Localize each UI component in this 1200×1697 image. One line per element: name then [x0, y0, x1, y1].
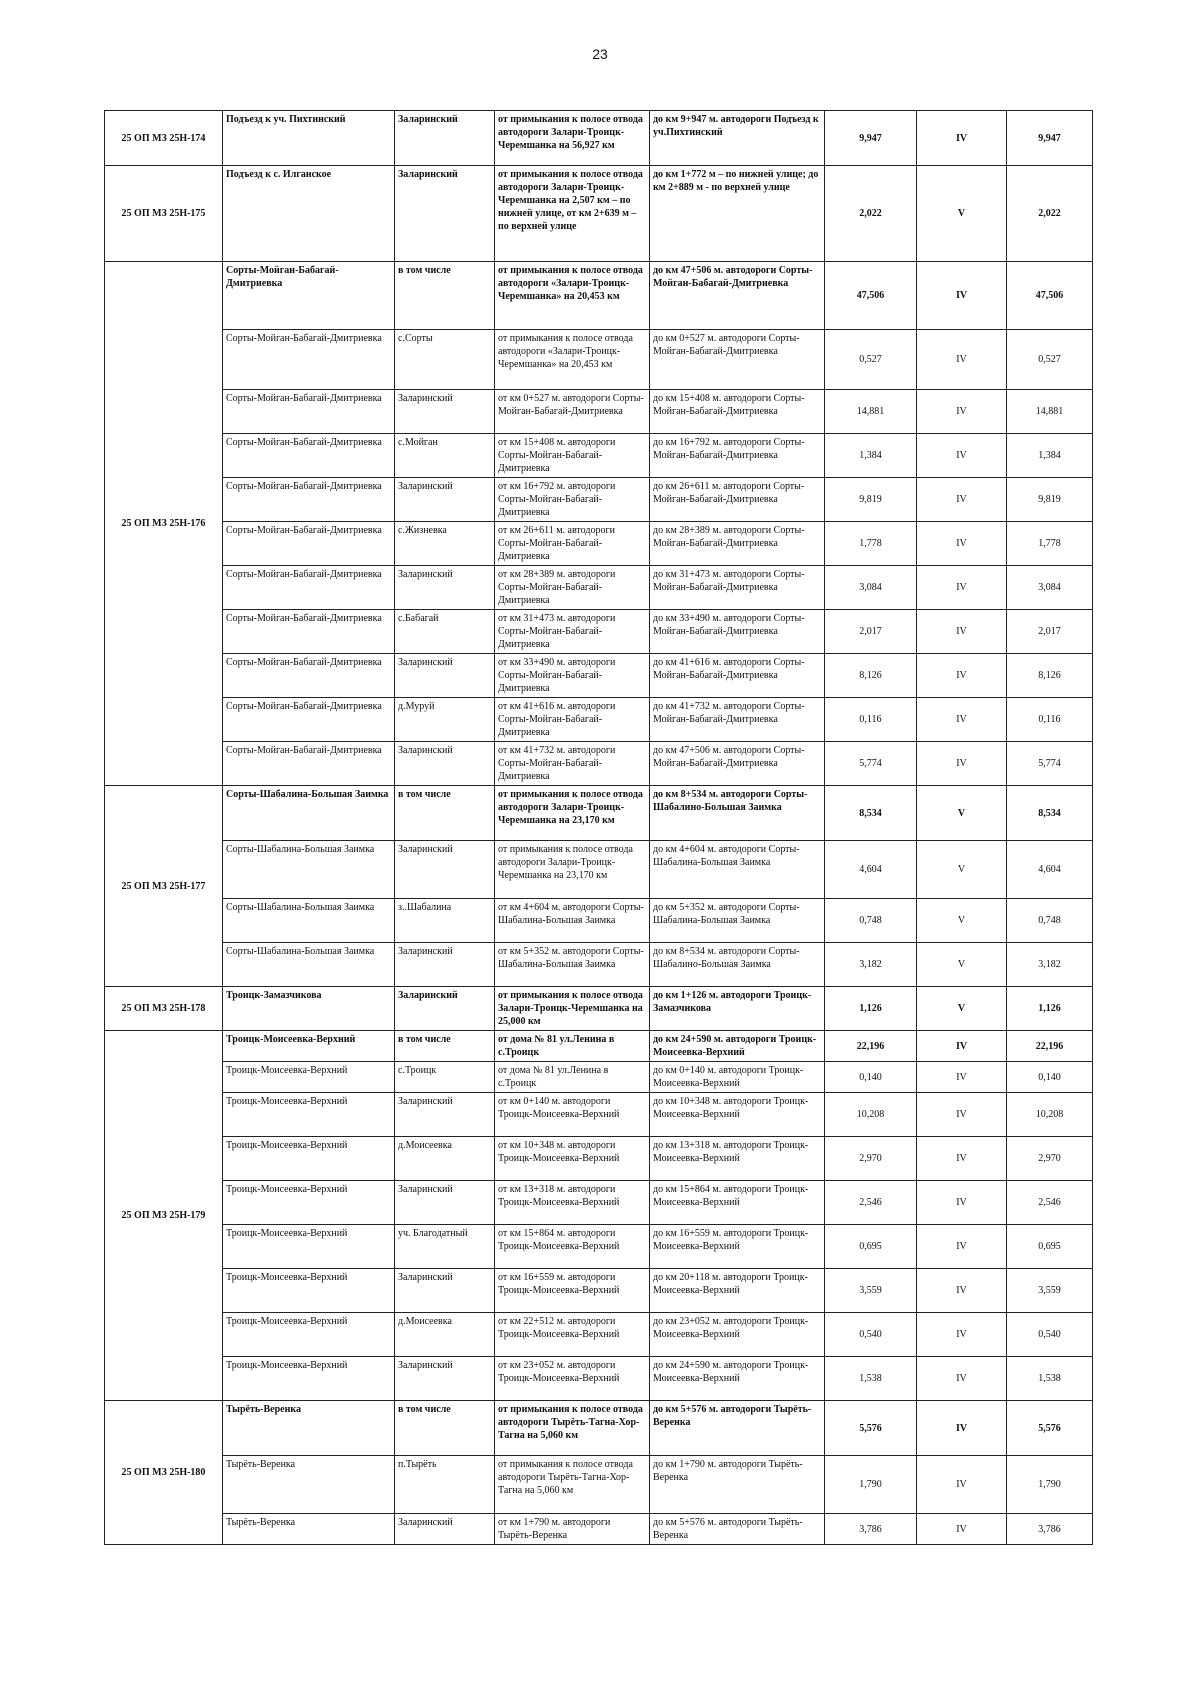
- to-cell: до км 26+611 м. автодороги Сорты-Мойган-Бабагай-Дмитриевка: [650, 478, 825, 522]
- to-cell: до км 5+352 м. автодороги Сорты-Шабалина-Большая Заимка: [650, 899, 825, 943]
- district-cell: Заларинский: [395, 943, 495, 987]
- to-cell: до км 33+490 м. автодороги Сорты-Мойган-Бабагай-Дмитриевка: [650, 610, 825, 654]
- category-cell: IV: [917, 654, 1007, 698]
- road-code-cell: 25 ОП МЗ 25Н-175: [105, 166, 223, 262]
- from-cell: от км 31+473 м. автодороги Сорты-Мойган-Бабагай-Дмитриевка: [495, 610, 650, 654]
- district-cell: в том числе: [395, 786, 495, 841]
- category-cell: IV: [917, 262, 1007, 330]
- road-name-cell: Тырёть-Веренка: [223, 1456, 395, 1514]
- length-cell: 1,790: [825, 1456, 917, 1514]
- table-row: [105, 987, 1093, 1031]
- length-cell: 0,695: [825, 1225, 917, 1269]
- category-cell: IV: [917, 1269, 1007, 1313]
- district-cell: д.Моисеевка: [395, 1137, 495, 1181]
- category-cell: IV: [917, 1031, 1007, 1062]
- from-cell: от км 13+318 м. автодороги Троицк-Моисеевка-Верхний: [495, 1181, 650, 1225]
- length-cell: 2,546: [825, 1181, 917, 1225]
- district-cell: в том числе: [395, 1401, 495, 1456]
- from-cell: от км 16+559 м. автодороги Троицк-Моисеевка-Верхний: [495, 1269, 650, 1313]
- category-cell: IV: [917, 1401, 1007, 1456]
- road-code-cell: 25 ОП МЗ 25Н-180: [105, 1401, 223, 1545]
- to-cell: до км 13+318 м. автодороги Троицк-Моисеевка-Верхний: [650, 1137, 825, 1181]
- road-name-cell: Троицк-Моисеевка-Верхний: [223, 1031, 395, 1062]
- total-cell: 47,506: [1007, 262, 1093, 330]
- district-cell: Заларинский: [395, 654, 495, 698]
- road-name-cell: Сорты-Мойган-Бабагай-Дмитриевка: [223, 522, 395, 566]
- table-row: [105, 566, 1093, 610]
- table-row: [105, 1269, 1093, 1313]
- district-cell: Заларинский: [395, 390, 495, 434]
- table-row: [105, 166, 1093, 262]
- table-row: [105, 1357, 1093, 1401]
- from-cell: от км 22+512 м. автодороги Троицк-Моисеевка-Верхний: [495, 1313, 650, 1357]
- table-row: [105, 1225, 1093, 1269]
- total-cell: 0,695: [1007, 1225, 1093, 1269]
- from-cell: от примыкания к полосе отвода автодороги Залари-Троицк-Черемшанка на 56,927 км: [495, 111, 650, 166]
- to-cell: до км 20+118 м. автодороги Троицк-Моисеевка-Верхний: [650, 1269, 825, 1313]
- road-name-cell: Троицк-Моисеевка-Верхний: [223, 1357, 395, 1401]
- total-cell: 8,126: [1007, 654, 1093, 698]
- roads-table-body: [105, 111, 1093, 1545]
- road-name-cell: Троицк-Моисеевка-Верхний: [223, 1062, 395, 1093]
- road-name-cell: Тырёть-Веренка: [223, 1401, 395, 1456]
- road-name-cell: Сорты-Мойган-Бабагай-Дмитриевка: [223, 434, 395, 478]
- road-code-cell: 25 ОП МЗ 25Н-178: [105, 987, 223, 1031]
- to-cell: до км 8+534 м. автодороги Сорты-Шабалино-Большая Заимка: [650, 943, 825, 987]
- road-name-cell: Троицк-Моисеевка-Верхний: [223, 1137, 395, 1181]
- total-cell: 8,534: [1007, 786, 1093, 841]
- road-name-cell: Троицк-Моисеевка-Верхний: [223, 1313, 395, 1357]
- total-cell: 14,881: [1007, 390, 1093, 434]
- from-cell: от км 15+864 м. автодороги Троицк-Моисеевка-Верхний: [495, 1225, 650, 1269]
- table-row: [105, 390, 1093, 434]
- total-cell: 3,182: [1007, 943, 1093, 987]
- to-cell: до км 5+576 м. автодороги Тырёть-Веренка: [650, 1514, 825, 1545]
- road-code-cell: 25 ОП МЗ 25Н-177: [105, 786, 223, 987]
- length-cell: 10,208: [825, 1093, 917, 1137]
- length-cell: 2,022: [825, 166, 917, 262]
- total-cell: 2,017: [1007, 610, 1093, 654]
- total-cell: 0,540: [1007, 1313, 1093, 1357]
- to-cell: до км 0+527 м. автодороги Сорты-Мойган-Бабагай-Дмитриевка: [650, 330, 825, 390]
- road-name-cell: Подъезд к уч. Пихтинский: [223, 111, 395, 166]
- road-code-cell: 25 ОП МЗ 25Н-174: [105, 111, 223, 166]
- length-cell: 9,819: [825, 478, 917, 522]
- total-cell: 3,084: [1007, 566, 1093, 610]
- table-row: [105, 330, 1093, 390]
- to-cell: до км 23+052 м. автодороги Троицк-Моисеевка-Верхний: [650, 1313, 825, 1357]
- district-cell: с.Троицк: [395, 1062, 495, 1093]
- to-cell: до км 4+604 м. автодороги Сорты-Шабалина-Большая Заимка: [650, 841, 825, 899]
- total-cell: 3,559: [1007, 1269, 1093, 1313]
- total-cell: 5,774: [1007, 742, 1093, 786]
- total-cell: 2,022: [1007, 166, 1093, 262]
- to-cell: до км 28+389 м. автодороги Сорты-Мойган-Бабагай-Дмитриевка: [650, 522, 825, 566]
- to-cell: до км 8+534 м. автодороги Сорты-Шабалино-Большая Заимка: [650, 786, 825, 841]
- from-cell: от км 15+408 м. автодороги Сорты-Мойган-Бабагай-Дмитриевка: [495, 434, 650, 478]
- total-cell: 1,126: [1007, 987, 1093, 1031]
- category-cell: IV: [917, 1093, 1007, 1137]
- category-cell: IV: [917, 1062, 1007, 1093]
- category-cell: IV: [917, 1357, 1007, 1401]
- length-cell: 22,196: [825, 1031, 917, 1062]
- district-cell: Заларинский: [395, 1181, 495, 1225]
- to-cell: до км 41+616 м. автодороги Сорты-Мойган-Бабагай-Дмитриевка: [650, 654, 825, 698]
- category-cell: IV: [917, 1514, 1007, 1545]
- category-cell: IV: [917, 1225, 1007, 1269]
- total-cell: 0,527: [1007, 330, 1093, 390]
- total-cell: 0,116: [1007, 698, 1093, 742]
- total-cell: 1,790: [1007, 1456, 1093, 1514]
- total-cell: 4,604: [1007, 841, 1093, 899]
- from-cell: от дома № 81 ул.Ленина в с.Троицк: [495, 1062, 650, 1093]
- length-cell: 2,970: [825, 1137, 917, 1181]
- district-cell: в том числе: [395, 1031, 495, 1062]
- district-cell: с.Сорты: [395, 330, 495, 390]
- from-cell: от дома № 81 ул.Ленина в с.Троицк: [495, 1031, 650, 1062]
- to-cell: до км 16+792 м. автодороги Сорты-Мойган-Бабагай-Дмитриевка: [650, 434, 825, 478]
- category-cell: IV: [917, 330, 1007, 390]
- to-cell: до км 1+790 м. автодороги Тырёть-Веренка: [650, 1456, 825, 1514]
- table-row: [105, 1401, 1093, 1456]
- from-cell: от примыкания к полосе отвода автодороги Залари-Троицк-Черемшанка на 23,170 км: [495, 786, 650, 841]
- total-cell: 1,538: [1007, 1357, 1093, 1401]
- length-cell: 0,116: [825, 698, 917, 742]
- length-cell: 47,506: [825, 262, 917, 330]
- category-cell: IV: [917, 566, 1007, 610]
- category-cell: V: [917, 899, 1007, 943]
- from-cell: от примыкания к полосе отвода автодороги Залари-Троицк-Черемшанка на 2,507 км – по нижней улице, от км 2+639 м – по верхней улице: [495, 166, 650, 262]
- table-row: [105, 899, 1093, 943]
- to-cell: до км 41+732 м. автодороги Сорты-Мойган-Бабагай-Дмитриевка: [650, 698, 825, 742]
- district-cell: с.Жизневка: [395, 522, 495, 566]
- category-cell: IV: [917, 610, 1007, 654]
- category-cell: IV: [917, 742, 1007, 786]
- road-name-cell: Подъезд к с. Илганское: [223, 166, 395, 262]
- category-cell: IV: [917, 1456, 1007, 1514]
- category-cell: IV: [917, 1313, 1007, 1357]
- length-cell: 0,540: [825, 1313, 917, 1357]
- total-cell: 3,786: [1007, 1514, 1093, 1545]
- district-cell: Заларинский: [395, 1269, 495, 1313]
- from-cell: от примыкания к полосе отвода автодороги Тырёть-Тагна-Хор-Тагна на 5,060 км: [495, 1401, 650, 1456]
- length-cell: 1,126: [825, 987, 917, 1031]
- district-cell: с.Бабагай: [395, 610, 495, 654]
- to-cell: до км 24+590 м. автодороги Троицк-Моисеевка-Верхний: [650, 1031, 825, 1062]
- to-cell: до км 1+126 м. автодороги Троицк-Замазчикова: [650, 987, 825, 1031]
- district-cell: с.Мойган: [395, 434, 495, 478]
- from-cell: от примыкания к полосе отвода автодороги «Залари-Троицк-Черемшанка» на 20,453 км: [495, 330, 650, 390]
- table-row: [105, 654, 1093, 698]
- to-cell: до км 47+506 м. автодороги Сорты-Мойган-Бабагай-Дмитриевка: [650, 742, 825, 786]
- table-row: [105, 610, 1093, 654]
- road-name-cell: Сорты-Мойган-Бабагай-Дмитриевка: [223, 262, 395, 330]
- to-cell: до км 5+576 м. автодороги Тырёть-Веренка: [650, 1401, 825, 1456]
- to-cell: до км 10+348 м. автодороги Троицк-Моисеевка-Верхний: [650, 1093, 825, 1137]
- district-cell: Заларинский: [395, 987, 495, 1031]
- length-cell: 0,527: [825, 330, 917, 390]
- road-code-cell: 25 ОП МЗ 25Н-176: [105, 262, 223, 786]
- category-cell: IV: [917, 111, 1007, 166]
- page-number: 23: [592, 46, 608, 62]
- from-cell: от км 41+616 м. автодороги Сорты-Мойган-Бабагай-Дмитриевка: [495, 698, 650, 742]
- road-name-cell: Тырёть-Веренка: [223, 1514, 395, 1545]
- table-row: [105, 522, 1093, 566]
- table-row: [105, 111, 1093, 166]
- total-cell: 1,384: [1007, 434, 1093, 478]
- category-cell: IV: [917, 1181, 1007, 1225]
- from-cell: от км 33+490 м. автодороги Сорты-Мойган-Бабагай-Дмитриевка: [495, 654, 650, 698]
- length-cell: 5,576: [825, 1401, 917, 1456]
- category-cell: V: [917, 841, 1007, 899]
- from-cell: от км 4+604 м. автодороги Сорты-Шабалина-Большая Заимка: [495, 899, 650, 943]
- length-cell: 3,084: [825, 566, 917, 610]
- total-cell: 10,208: [1007, 1093, 1093, 1137]
- district-cell: в том числе: [395, 262, 495, 330]
- total-cell: 1,778: [1007, 522, 1093, 566]
- total-cell: 0,140: [1007, 1062, 1093, 1093]
- to-cell: до км 31+473 м. автодороги Сорты-Мойган-Бабагай-Дмитриевка: [650, 566, 825, 610]
- district-cell: д.Моисеевка: [395, 1313, 495, 1357]
- length-cell: 1,384: [825, 434, 917, 478]
- from-cell: от примыкания к полосе отвода автодороги Тырёть-Тагна-Хор-Тагна на 5,060 км: [495, 1456, 650, 1514]
- table-row: [105, 742, 1093, 786]
- district-cell: Заларинский: [395, 841, 495, 899]
- from-cell: от км 28+389 м. автодороги Сорты-Мойган-Бабагай-Дмитриевка: [495, 566, 650, 610]
- from-cell: от км 5+352 м. автодороги Сорты-Шабалина-Большая Заимка: [495, 943, 650, 987]
- road-name-cell: Сорты-Мойган-Бабагай-Дмитриевка: [223, 330, 395, 390]
- from-cell: от примыкания к полосе отвода Залари-Троицк-Черемшанка на 25,000 км: [495, 987, 650, 1031]
- district-cell: Заларинский: [395, 742, 495, 786]
- table-row: [105, 434, 1093, 478]
- from-cell: от км 16+792 м. автодороги Сорты-Мойган-Бабагай-Дмитриевка: [495, 478, 650, 522]
- total-cell: 2,970: [1007, 1137, 1093, 1181]
- road-name-cell: Троицк-Моисеевка-Верхний: [223, 1225, 395, 1269]
- category-cell: IV: [917, 390, 1007, 434]
- category-cell: IV: [917, 522, 1007, 566]
- road-code-cell: 25 ОП МЗ 25Н-179: [105, 1031, 223, 1401]
- district-cell: Заларинский: [395, 1093, 495, 1137]
- table-row: [105, 1062, 1093, 1093]
- road-name-cell: Сорты-Мойган-Бабагай-Дмитриевка: [223, 566, 395, 610]
- total-cell: 0,748: [1007, 899, 1093, 943]
- total-cell: 2,546: [1007, 1181, 1093, 1225]
- from-cell: от км 1+790 м. автодороги Тырёть-Веренка: [495, 1514, 650, 1545]
- to-cell: до км 16+559 м. автодороги Троицк-Моисеевка-Верхний: [650, 1225, 825, 1269]
- length-cell: 9,947: [825, 111, 917, 166]
- category-cell: IV: [917, 434, 1007, 478]
- length-cell: 2,017: [825, 610, 917, 654]
- category-cell: IV: [917, 478, 1007, 522]
- length-cell: 3,786: [825, 1514, 917, 1545]
- road-name-cell: Сорты-Мойган-Бабагай-Дмитриевка: [223, 610, 395, 654]
- length-cell: 4,604: [825, 841, 917, 899]
- table-row: [105, 1093, 1093, 1137]
- category-cell: IV: [917, 698, 1007, 742]
- table-row: [105, 943, 1093, 987]
- from-cell: от км 23+052 м. автодороги Троицк-Моисеевка-Верхний: [495, 1357, 650, 1401]
- district-cell: Заларинский: [395, 1357, 495, 1401]
- total-cell: 22,196: [1007, 1031, 1093, 1062]
- district-cell: Заларинский: [395, 478, 495, 522]
- from-cell: от км 0+140 м. автодороги Троицк-Моисеевка-Верхний: [495, 1093, 650, 1137]
- road-name-cell: Сорты-Шабалина-Большая Заимка: [223, 841, 395, 899]
- district-cell: Заларинский: [395, 566, 495, 610]
- table-row: [105, 1031, 1093, 1062]
- table-row: [105, 1181, 1093, 1225]
- from-cell: от км 41+732 м. автодороги Сорты-Мойган-Бабагай-Дмитриевка: [495, 742, 650, 786]
- road-name-cell: Троицк-Моисеевка-Верхний: [223, 1269, 395, 1313]
- to-cell: до км 0+140 м. автодороги Троицк-Моисеевка-Верхний: [650, 1062, 825, 1093]
- to-cell: до км 1+772 м – по нижней улице; до км 2+889 м - по верхней улице: [650, 166, 825, 262]
- from-cell: от примыкания к полосе отвода автодороги «Залари-Троицк-Черемшанка» на 20,453 км: [495, 262, 650, 330]
- road-name-cell: Троицк-Замазчикова: [223, 987, 395, 1031]
- district-cell: д.Муруй: [395, 698, 495, 742]
- to-cell: до км 15+864 м. автодороги Троицк-Моисеевка-Верхний: [650, 1181, 825, 1225]
- to-cell: до км 24+590 м. автодороги Троицк-Моисеевка-Верхний: [650, 1357, 825, 1401]
- road-name-cell: Сорты-Шабалина-Большая Заимка: [223, 943, 395, 987]
- road-name-cell: Сорты-Шабалина-Большая Заимка: [223, 786, 395, 841]
- length-cell: 1,778: [825, 522, 917, 566]
- total-cell: 9,947: [1007, 111, 1093, 166]
- table-row: [105, 1514, 1093, 1545]
- length-cell: 5,774: [825, 742, 917, 786]
- road-name-cell: Сорты-Мойган-Бабагай-Дмитриевка: [223, 654, 395, 698]
- length-cell: 14,881: [825, 390, 917, 434]
- roads-table: [104, 110, 1093, 1545]
- total-cell: 9,819: [1007, 478, 1093, 522]
- district-cell: Заларинский: [395, 111, 495, 166]
- length-cell: 8,126: [825, 654, 917, 698]
- category-cell: V: [917, 786, 1007, 841]
- length-cell: 3,182: [825, 943, 917, 987]
- length-cell: 8,534: [825, 786, 917, 841]
- from-cell: от км 10+348 м. автодороги Троицк-Моисеевка-Верхний: [495, 1137, 650, 1181]
- road-name-cell: Троицк-Моисеевка-Верхний: [223, 1093, 395, 1137]
- category-cell: V: [917, 943, 1007, 987]
- to-cell: до км 47+506 м. автодороги Сорты-Мойган-Бабагай-Дмитриевка: [650, 262, 825, 330]
- table-row: [105, 841, 1093, 899]
- table-row: [105, 1137, 1093, 1181]
- district-cell: з..Шабалина: [395, 899, 495, 943]
- table-row: [105, 1313, 1093, 1357]
- table-row: [105, 1456, 1093, 1514]
- to-cell: до км 9+947 м. автодороги Подъезд к уч.Пихтинский: [650, 111, 825, 166]
- length-cell: 0,140: [825, 1062, 917, 1093]
- from-cell: от примыкания к полосе отвода автодороги Залари-Троицк-Черемшанка на 23,170 км: [495, 841, 650, 899]
- table-row: [105, 786, 1093, 841]
- road-name-cell: Сорты-Мойган-Бабагай-Дмитриевка: [223, 742, 395, 786]
- length-cell: 3,559: [825, 1269, 917, 1313]
- district-cell: п.Тырёть: [395, 1456, 495, 1514]
- length-cell: 0,748: [825, 899, 917, 943]
- category-cell: V: [917, 166, 1007, 262]
- road-name-cell: Сорты-Мойган-Бабагай-Дмитриевка: [223, 698, 395, 742]
- from-cell: от км 26+611 м. автодороги Сорты-Мойган-Бабагай-Дмитриевка: [495, 522, 650, 566]
- to-cell: до км 15+408 м. автодороги Сорты-Мойган-Бабагай-Дмитриевка: [650, 390, 825, 434]
- length-cell: 1,538: [825, 1357, 917, 1401]
- total-cell: 5,576: [1007, 1401, 1093, 1456]
- from-cell: от км 0+527 м. автодороги Сорты-Мойган-Бабагай-Дмитриевка: [495, 390, 650, 434]
- road-name-cell: Сорты-Шабалина-Большая Заимка: [223, 899, 395, 943]
- district-cell: Заларинский: [395, 166, 495, 262]
- road-name-cell: Сорты-Мойган-Бабагай-Дмитриевка: [223, 478, 395, 522]
- category-cell: IV: [917, 1137, 1007, 1181]
- district-cell: уч. Благодатный: [395, 1225, 495, 1269]
- table-row: [105, 698, 1093, 742]
- road-name-cell: Сорты-Мойган-Бабагай-Дмитриевка: [223, 390, 395, 434]
- road-name-cell: Троицк-Моисеевка-Верхний: [223, 1181, 395, 1225]
- table-row: [105, 262, 1093, 330]
- district-cell: Заларинский: [395, 1514, 495, 1545]
- table-row: [105, 478, 1093, 522]
- category-cell: V: [917, 987, 1007, 1031]
